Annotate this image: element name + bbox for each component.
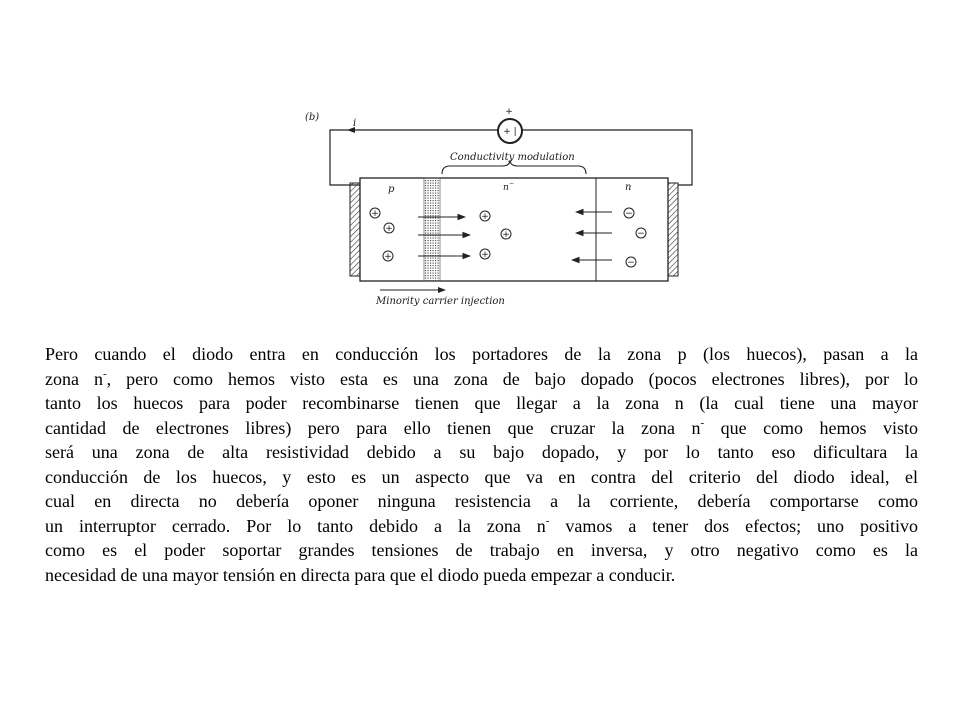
paragraph-line: un interruptor cerrado. Por lo tanto debido a la zona n- vamos a tener dos efectos; uno positivo (45, 514, 918, 536)
paragraph-line: será una zona de alta resistividad debido a su bajo dopado, y por lo tanto eso dificultara la (45, 442, 918, 462)
paragraph-line: cual en directa no debería oponer ninguna resistencia a la corriente, debería comportarse como (45, 491, 918, 511)
modulation-label: Conductivity modulation (450, 152, 575, 163)
svg-text:−: − (625, 209, 633, 219)
svg-text:+: + (384, 252, 392, 262)
superscript: - (545, 514, 550, 527)
paragraph-line: tanto los huecos para poder recombinarse tienen que llegar a la zona n (la cual tiene una mayor (45, 393, 918, 413)
svg-text:+: + (371, 209, 379, 219)
superscript: - (102, 367, 107, 380)
left-contact (350, 183, 360, 276)
paragraph-line: como es el poder soportar grandes tensiones de trabajo en inversa, y otro negativo como es la (45, 540, 918, 560)
paragraph-line: Pero cuando el diodo entra en conducción los portadores de la zona p (los huecos), pasan a la (45, 344, 918, 364)
svg-text:+: + (481, 250, 489, 260)
region-n-minus-superscript: − (509, 180, 515, 187)
superscript: - (700, 416, 705, 429)
diode-conductivity-figure (300, 100, 700, 315)
source-tick: + (505, 107, 513, 117)
svg-text:−: − (627, 258, 635, 268)
region-n-label: n (625, 182, 632, 193)
panel-label: (b) (305, 112, 320, 123)
paragraph-line: zona n-, pero como hemos visto esta es una zona de bajo dopado (pocos electrones libres), por lo (45, 367, 918, 389)
right-contact (668, 183, 678, 276)
region-n-minus-label: n (503, 183, 509, 193)
voltage-source (498, 107, 522, 143)
region-p-label: p (388, 184, 395, 195)
paragraph-line: necesidad de una mayor tensión en directa para que el diodo pueda empezar a conducir. (45, 564, 676, 585)
svg-text:+: + (481, 212, 489, 222)
junction-band (424, 178, 440, 281)
svg-text:+: + (385, 224, 393, 234)
paragraph (45, 342, 918, 587)
svg-text:+: + (502, 230, 510, 240)
paragraph-line: conducción de los huecos, y esto es un aspecto que va en contra del criterio del diodo ideal, el (45, 466, 918, 487)
current-label: i (353, 118, 357, 129)
semiconductor-body (360, 178, 668, 281)
source-symbol: + | (503, 127, 517, 137)
svg-text:−: − (637, 229, 645, 239)
injection-label: Minority carrier injection (376, 296, 505, 307)
paragraph-line: cantidad de electrones libres) pero para ello tienen que cruzar la zona n- que como hemos visto (45, 416, 919, 438)
